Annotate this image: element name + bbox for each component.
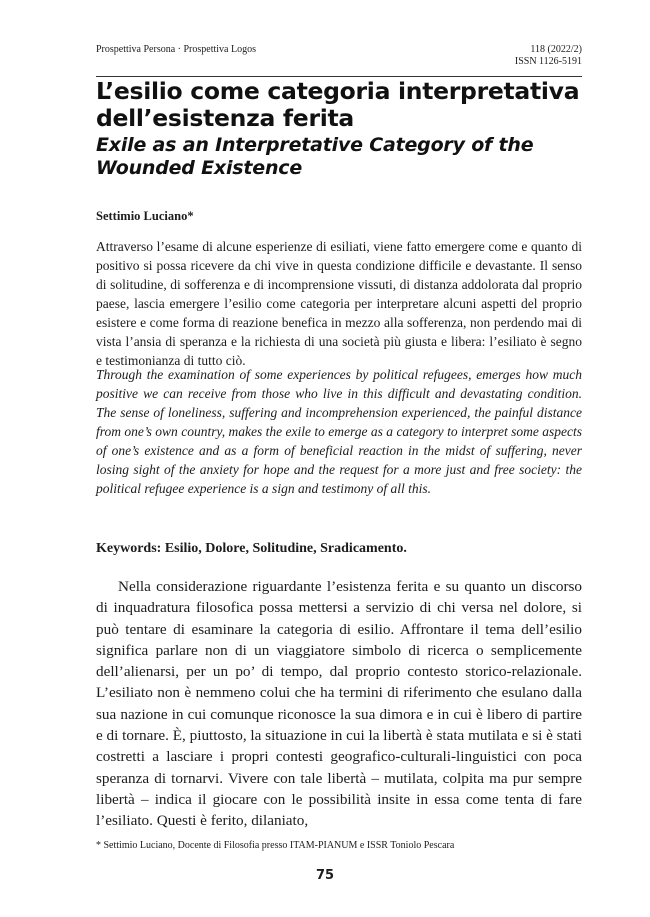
article-title-block — [96, 78, 582, 179]
issue-number: 118 (2022/2) — [530, 44, 582, 55]
running-header — [96, 44, 582, 77]
article-title-english: Exile as an Interpretative Category of the Wounded Existence — [96, 134, 534, 179]
author-name: Settimio Luciano* — [96, 209, 194, 223]
footnote: * Settimio Luciano, Docente di Filosofia presso ITAM-PIANUM e ISSR Toniolo Pescara — [96, 840, 455, 851]
body-paragraph: Nella considerazione riguardante l’esistenza ferita e su quanto un discorso di inquadratura filosofica possa mettersi a servizio di chi versa nel dolore, si può tentare di esaminare la categoria di esilio. Affrontare il tema dell’esilio significa parlare non di un viaggiatore simbolo di ricerca o semplicemente dell’alienarsi, per un po’ di tempo, dal proprio contesto storico-relazionale. L’esiliato non è nemmeno colui che ha termini di riferimento che esulano dalla sua nazione in cui comunque riconosce la sua dimora e in cui è libero di partire e di tornare. È, piuttosto, la situazione in cui la libertà è stata mutilata e si è stati costretti a lasciare i propri contesti geografico-culturali-linguistici con poca speranza di tornarvi. Vivere con tale libertà – mutilata, colpita ma pur sempre libertà – indica il giocare con le possibilità insite in essa come tenta di fare l’esiliato. Questi è ferito, dilaniato, — [96, 578, 582, 830]
keywords: Keywords: Esilio, Dolore, Solitudine, Sradicamento. — [96, 541, 407, 556]
article-title: L’esilio come categoria interpretativa dell’esistenza ferita — [96, 77, 580, 132]
journal-name: Prospettiva Persona · Prospettiva Logos — [96, 44, 256, 55]
issue-info — [515, 44, 582, 68]
abstract-english: Through the examination of some experiences by political refugees, emerges how much positive we can receive from those who live in this difficult and devastating condition. The sense of loneliness, suffering and incomprehension experienced, the painful distance from one’s own country, makes the exile to emerge as a category to interpret some aspects of one’s existence and as a form of beneficial reaction in the midst of suffering, never losing sight of the anxiety for hope and the request for a more just and free society: the political refugee experience is a sign and testimony of all this. — [96, 367, 582, 496]
issn: ISSN 1126-5191 — [514, 56, 582, 67]
page-number: 75 — [315, 868, 335, 883]
abstract-italian: Attraverso l’esame di alcune esperienze di esiliati, viene fatto emergere come e quanto di positivo si possa ricevere da chi vive in questa condizione difficile e devastante. Il senso di solitudine, di sofferenza e di incomprensione vissuti, di distanza addolorata dal proprio paese, lascia emergere l’esilio come categoria per interpretare alcuni aspetti del proprio esistere e come forma di reazione benefica in mezzo alla sofferenza, non perdendo mai di vista l’ansia di speranza e la richiesta di una società più giusta e libera: l’esiliato è segno e testimonianza di tutto ciò. — [96, 239, 582, 368]
